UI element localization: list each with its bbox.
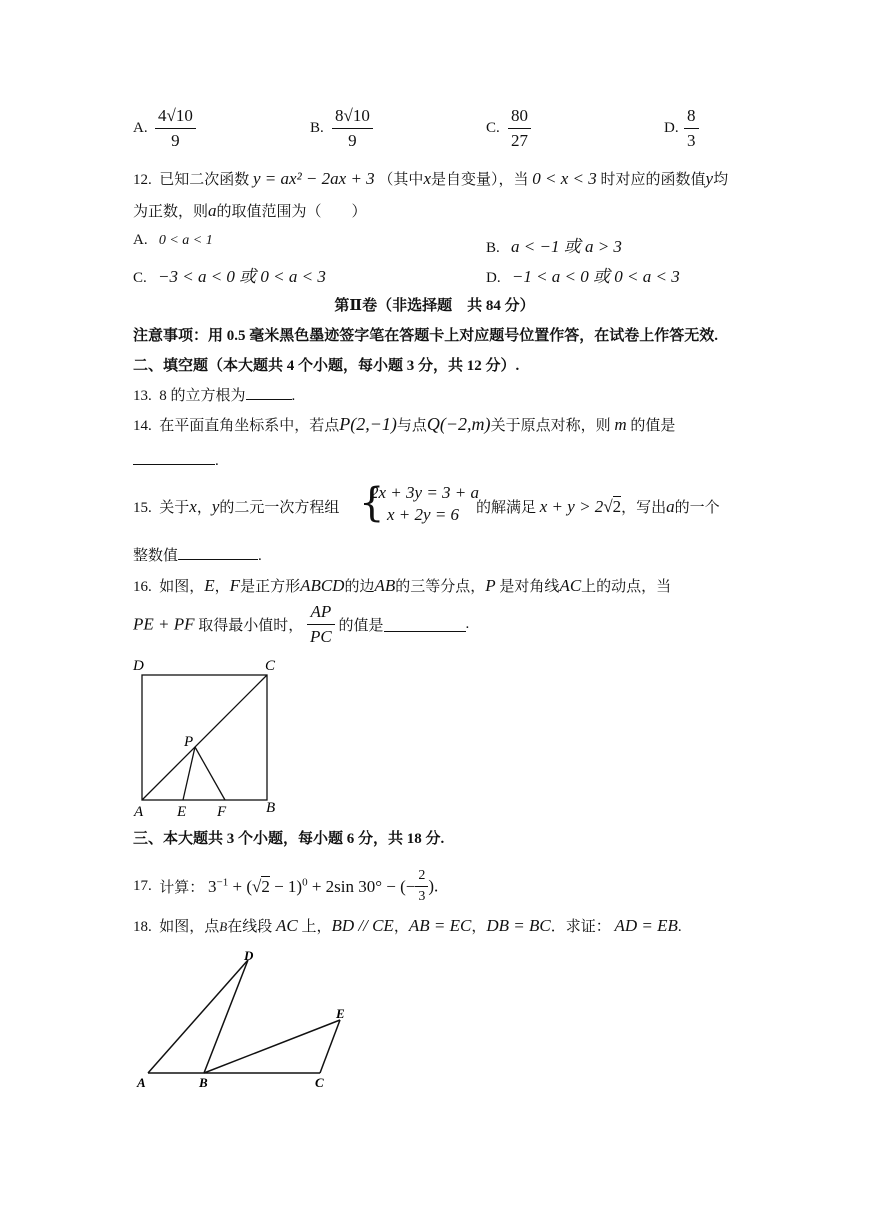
- part2-title: 第Ⅱ卷（非选择题 共 84 分）: [334, 298, 535, 314]
- q15-condition-root: 2: [612, 497, 622, 516]
- q17-number: 17.: [133, 878, 152, 894]
- q11-option-d: [684, 106, 699, 151]
- q13-answer-blank[interactable]: [246, 385, 292, 400]
- label-c: C: [315, 1075, 324, 1090]
- q12-option-text: a < −1 或 a > 3: [511, 237, 622, 256]
- q14-var-m: m: [614, 415, 627, 434]
- label-e: E: [177, 804, 187, 820]
- q11-a-numerator: 4√10: [155, 106, 196, 129]
- q16-end: .: [465, 616, 470, 632]
- q15-system-brace: {: [359, 480, 385, 526]
- q11-c-denominator: 27: [511, 131, 528, 150]
- section2-heading: 二、填空题（本大题共 4 个小题，每小题 3 分，共 12 分）.: [133, 358, 520, 374]
- q16-var: AC: [559, 576, 582, 595]
- q12-text: 为正数，则: [133, 204, 209, 220]
- q11-b-denominator: 9: [348, 131, 357, 150]
- q16-var: AB: [374, 576, 396, 595]
- segment-pf: [195, 747, 225, 800]
- q14-line1: [133, 414, 675, 435]
- q17-frac-numerator: 2: [415, 868, 428, 887]
- q14-answer-blank[interactable]: [133, 450, 215, 465]
- q18-text: 如图，点: [159, 919, 220, 935]
- q17-expr: + (: [228, 876, 252, 896]
- q11-b-numerator: 8√10: [332, 106, 373, 129]
- part2-notice: 注意事项：用 0.5 毫米黑色墨迹签字笔在答题卡上对应题号位置作答，在试卷上作答无效.: [133, 328, 719, 344]
- label-d: D: [133, 658, 144, 674]
- q16-var: P: [485, 576, 496, 595]
- q13-text: 8 的立方根为: [159, 388, 246, 404]
- q18-text: 上，: [301, 919, 332, 935]
- q15-condition: x + y > 2: [539, 497, 604, 516]
- q15-equation-2: x + 2y = 6: [387, 505, 460, 524]
- q17-expr: − 1): [269, 876, 303, 896]
- q17-frac-denominator: 3: [418, 889, 426, 904]
- q16-text: 的边: [344, 579, 375, 595]
- section3-heading: 三、本大题共 3 个小题，每小题 6 分，共 18 分.: [133, 831, 445, 847]
- q14-line2: [133, 450, 219, 470]
- q12-option-c: [133, 262, 326, 287]
- q13-number: 13.: [133, 388, 152, 404]
- q11-d-denominator: 3: [687, 131, 696, 150]
- q16-text: ，: [214, 579, 230, 595]
- q16-var: E: [204, 576, 215, 595]
- segment-db: [204, 960, 248, 1073]
- q12-number: 12.: [133, 172, 152, 188]
- q15-text: 整数值: [133, 548, 179, 564]
- q16-text: 上的动点，当: [581, 579, 672, 595]
- q16-frac-numerator: AP: [307, 602, 335, 625]
- q15-answer-blank[interactable]: [178, 545, 258, 560]
- q11-option-b-label: B.: [310, 120, 324, 136]
- q15-text: 关于: [159, 500, 190, 516]
- q12-text: 是自变量），当: [430, 172, 529, 188]
- q16-text: 取得最小值时，: [198, 618, 304, 634]
- label-p: P: [184, 734, 194, 750]
- q15-var: x: [189, 497, 197, 516]
- q11-option-a: [155, 106, 196, 151]
- q18-text: ，: [393, 919, 409, 935]
- q17-expr: 3: [208, 876, 217, 896]
- label-e: E: [336, 1006, 345, 1021]
- q11-a-denominator: 9: [171, 131, 180, 150]
- q11-option-c-label: C.: [486, 120, 500, 136]
- q12-option-label: A.: [133, 232, 148, 248]
- q18-number: 18.: [133, 919, 152, 935]
- q17-exponent: 0: [302, 876, 308, 889]
- q12-formula: y = ax² − 2ax + 3: [253, 169, 375, 188]
- label-f: F: [217, 804, 227, 820]
- q18-text: 在线段: [227, 919, 273, 935]
- q16-line1: [133, 575, 671, 596]
- q12-option-text: −1 < a < 0 或 0 < a < 3: [511, 267, 680, 286]
- q12-option-label: B.: [486, 240, 500, 256]
- q17-root: 2: [261, 876, 270, 896]
- q14-end: .: [215, 453, 219, 469]
- q15-equation-system: [370, 482, 479, 526]
- q16-answer-blank[interactable]: [384, 617, 466, 632]
- q16-var: ABCD: [300, 576, 345, 595]
- q14-text: 与点: [396, 418, 427, 434]
- q12-text: 时对应的函数值: [600, 172, 706, 188]
- q18-figure: [128, 944, 368, 1094]
- q17-expr: + 2sin 30° − (−: [307, 876, 416, 896]
- q15-number: 15.: [133, 500, 152, 516]
- diagonal-ac: [142, 675, 267, 800]
- segment-ad: [148, 960, 248, 1073]
- q14-point-p: P(2,−1): [339, 414, 397, 434]
- q15-var: a: [666, 497, 675, 516]
- q12-text: 的取值范围为（ ）: [216, 204, 367, 220]
- q18-var: AC: [275, 916, 298, 935]
- label-a: A: [137, 1075, 146, 1090]
- q12-condition: 0 < x < 3: [532, 169, 597, 188]
- q18: [133, 915, 682, 936]
- q11-d-numerator: 8: [684, 106, 699, 129]
- q16-square-figure: [125, 652, 295, 822]
- q16-var: F: [229, 576, 241, 595]
- q16-expression: PE + PF: [133, 614, 195, 634]
- q12-option-label: C.: [133, 270, 147, 286]
- q12-line1: [133, 168, 728, 189]
- q17-expr: ).: [428, 876, 439, 896]
- q18-text: ，: [471, 919, 487, 935]
- q16-text: 是正方形: [240, 579, 301, 595]
- q15-text: 的二元一次方程组: [219, 500, 340, 516]
- q18-condition: DB = BC: [486, 916, 551, 935]
- q11-option-b: [332, 106, 373, 151]
- q17-exponent: −1: [216, 876, 229, 889]
- q14-text: 关于原点对称，则: [490, 418, 611, 434]
- q15-var: y: [211, 497, 220, 516]
- q11-option-a-label: A.: [133, 120, 148, 136]
- q16-line2: [133, 602, 469, 647]
- q15-line1-end: 的解满足 x + y > 2√2，写出a的一个: [476, 497, 720, 516]
- q12-text: 已知二次函数: [159, 172, 250, 188]
- q16-number: 16.: [133, 579, 152, 595]
- q12-option-label: D.: [486, 270, 501, 286]
- label-a: A: [134, 804, 144, 820]
- q15-equation-1: 2x + 3y = 3 + a: [370, 483, 480, 502]
- q12-option-text: −3 < a < 0 或 0 < a < 3: [158, 267, 326, 286]
- q14-number: 14.: [133, 418, 152, 434]
- q12-option-b: [486, 232, 622, 257]
- label-b: B: [199, 1075, 208, 1090]
- q15-end: .: [258, 548, 262, 564]
- q16-text: 如图，: [159, 579, 205, 595]
- q16-frac-denominator: PC: [310, 627, 332, 646]
- q18-condition: AB = EC: [408, 916, 472, 935]
- q15-text: ，写出: [621, 500, 667, 516]
- q11-c-numerator: 80: [508, 106, 531, 129]
- segment-be: [204, 1020, 340, 1073]
- q12-var: y: [705, 169, 714, 188]
- q18-text: ．求证：: [550, 919, 611, 935]
- q18-condition: BD // CE: [331, 916, 394, 935]
- q18-end: .: [677, 919, 682, 935]
- q12-line2: [133, 200, 367, 221]
- q16-text: 是对角线: [499, 579, 560, 595]
- q11-option-c: [508, 106, 531, 151]
- q16-text: 的三等分点，: [395, 579, 486, 595]
- q13: [133, 384, 295, 405]
- q15-line2: [133, 544, 262, 565]
- q15-text: ，: [196, 500, 212, 516]
- label-d: D: [244, 948, 254, 963]
- q12-option-text: 0 < a < 1: [158, 233, 213, 248]
- q17: 17. 计算： $3^{-1} + (√2 - 1)^0 + 2\sin$ 30° − (− $\frac{2}{3}$ ).: [133, 868, 439, 904]
- q15-line1-start: [133, 496, 339, 517]
- segment-pe: [183, 747, 195, 800]
- q11-option-d-label: D.: [664, 120, 679, 136]
- q14-text: 的值是: [630, 418, 676, 434]
- q16-text: 的值是: [338, 618, 384, 634]
- label-c: C: [265, 658, 276, 674]
- label-b: B: [266, 800, 276, 816]
- q18-var: B: [219, 919, 228, 934]
- q13-end: .: [291, 388, 296, 404]
- q12-option-d: [486, 262, 680, 287]
- q15-text: 的一个: [674, 500, 720, 516]
- q15-text: 的解满足: [476, 500, 537, 516]
- q14-text: 在平面直角坐标系中，若点: [159, 418, 340, 434]
- q12-var: a: [208, 201, 217, 220]
- q14-point-q: Q(−2,m): [426, 414, 491, 434]
- segment-ce: [320, 1020, 340, 1073]
- q17-text: 计算：: [159, 880, 205, 896]
- q12-var: x: [423, 169, 431, 188]
- q12-text: 均: [713, 172, 729, 188]
- q12-text: （其中: [378, 172, 424, 188]
- q12-option-a: [133, 232, 213, 249]
- q18-goal: AD = EB: [614, 916, 678, 935]
